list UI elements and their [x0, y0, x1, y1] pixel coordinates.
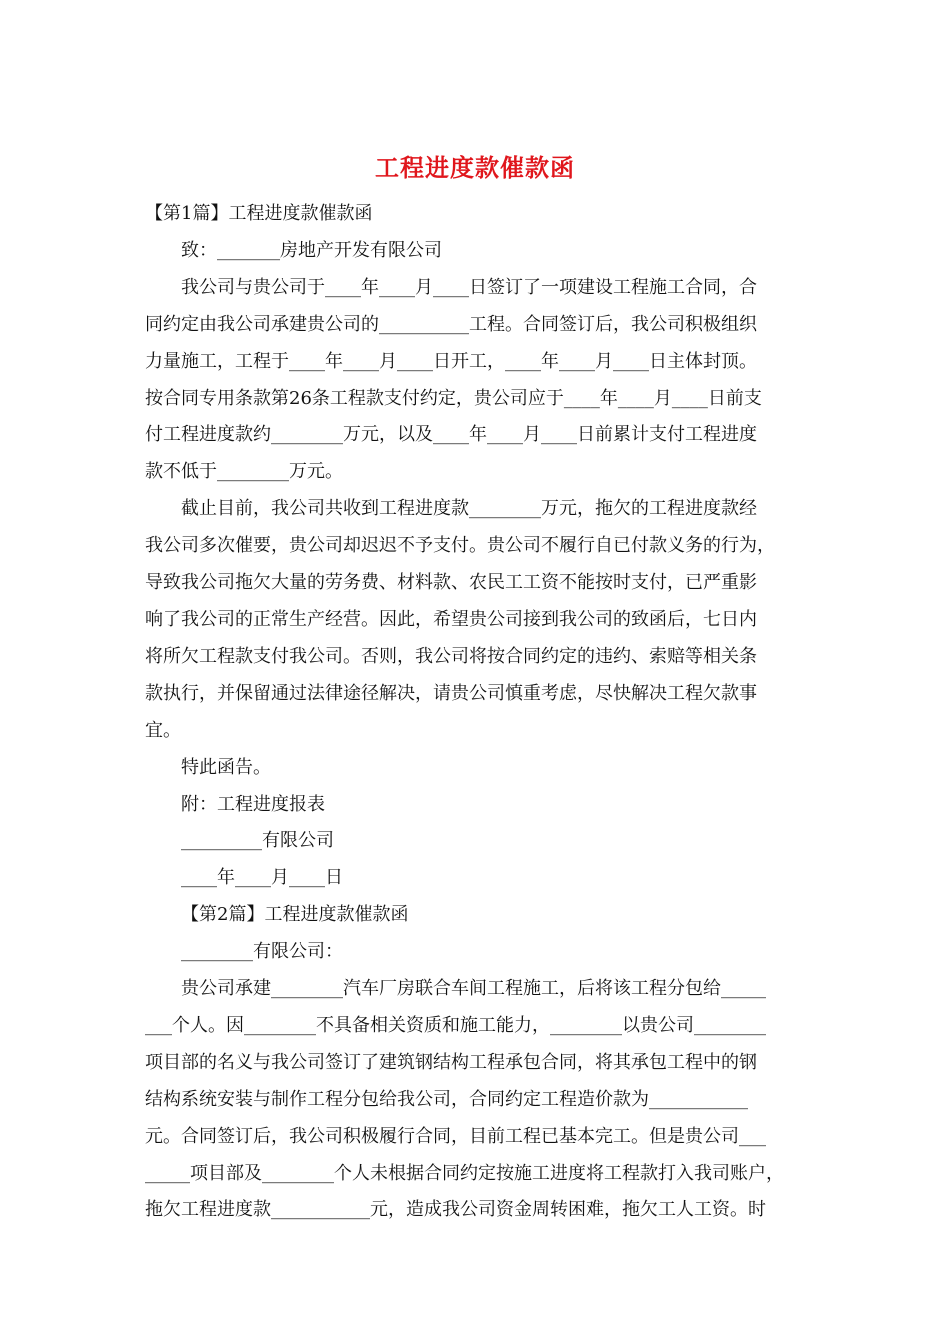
text-line: 致：_______房地产开发有限公司 [181, 239, 442, 261]
text-line: ________有限公司： [181, 941, 343, 963]
text-line: _____项目部及________个人未根据合同约定按施工进度将工程款打入我司账户， [145, 1162, 784, 1184]
text-line: 【第2篇】工程进度款催款函 [181, 904, 409, 926]
text-line: 按合同专用条款第26条工程款支付约定，贵公司应于____年____月____日前支 [145, 387, 762, 409]
text-line: 款不低于________万元。 [145, 461, 343, 483]
text-line: ____年____月____日 [181, 867, 343, 889]
text-line: 我公司多次催要，贵公司却迟迟不予支付。贵公司不履行自已付款义务的行为， [145, 535, 775, 557]
text-line: 响了我公司的正常生产经营。因此，希望贵公司接到我公司的致函后，七日内 [145, 608, 757, 630]
text-line: 元。合同签订后，我公司积极履行合同，目前工程已基本完工。但是贵公司___ [145, 1125, 766, 1147]
text-line: 款执行，并保留通过法律途径解决，请贵公司慎重考虑，尽快解决工程欠款事 [145, 682, 757, 704]
text-line: 力量施工，工程于____年____月____日开工，____年____月____日主体封顶。 [145, 350, 757, 372]
text-line: ___个人。因________不具备相关资质和施工能力，________以贵公司________ [145, 1014, 766, 1036]
text-line: 项目部的名义与我公司签订了建筑钢结构工程承包合同，将其承包工程中的钢 [145, 1051, 757, 1073]
text-line: 拖欠工程进度款___________元，造成我公司资金周转困难，拖欠工人工资。时 [145, 1199, 766, 1221]
text-line: 我公司与贵公司于____年____月____日签订了一项建设工程施工合同，合 [181, 276, 757, 298]
document-body [145, 196, 810, 1229]
text-line: 贵公司承建________汽车厂房联合车间工程施工，后将该工程分包给_____ [181, 978, 766, 1000]
text-line: 结构系统安装与制作工程分包给我公司，合同约定工程造价款为___________ [145, 1088, 748, 1110]
text-line: 特此函告。 [181, 756, 271, 778]
text-line: 导致我公司拖欠大量的劳务费、材料款、农民工工资不能按时支付，已严重影 [145, 572, 757, 594]
text-line: _________有限公司 [181, 830, 334, 852]
text-line: 同约定由我公司承建贵公司的__________工程。合同签订后，我公司积极组织 [145, 313, 757, 335]
text-line: 截止目前，我公司共收到工程进度款________万元，拖欠的工程进度款经 [181, 498, 757, 520]
text-line: 宜。 [145, 719, 181, 741]
text-line: 付工程进度款约________万元，以及____年____月____日前累计支付工程进度 [145, 424, 757, 446]
text-line: 附：工程进度报表 [181, 793, 325, 815]
text-line: 将所欠工程款支付我公司。否则，我公司将按合同约定的违约、索赔等相关条 [145, 645, 757, 667]
text-line: 【第1篇】工程进度款催款函 [145, 203, 373, 224]
document-title: 工程进度款催款函 [375, 153, 575, 182]
